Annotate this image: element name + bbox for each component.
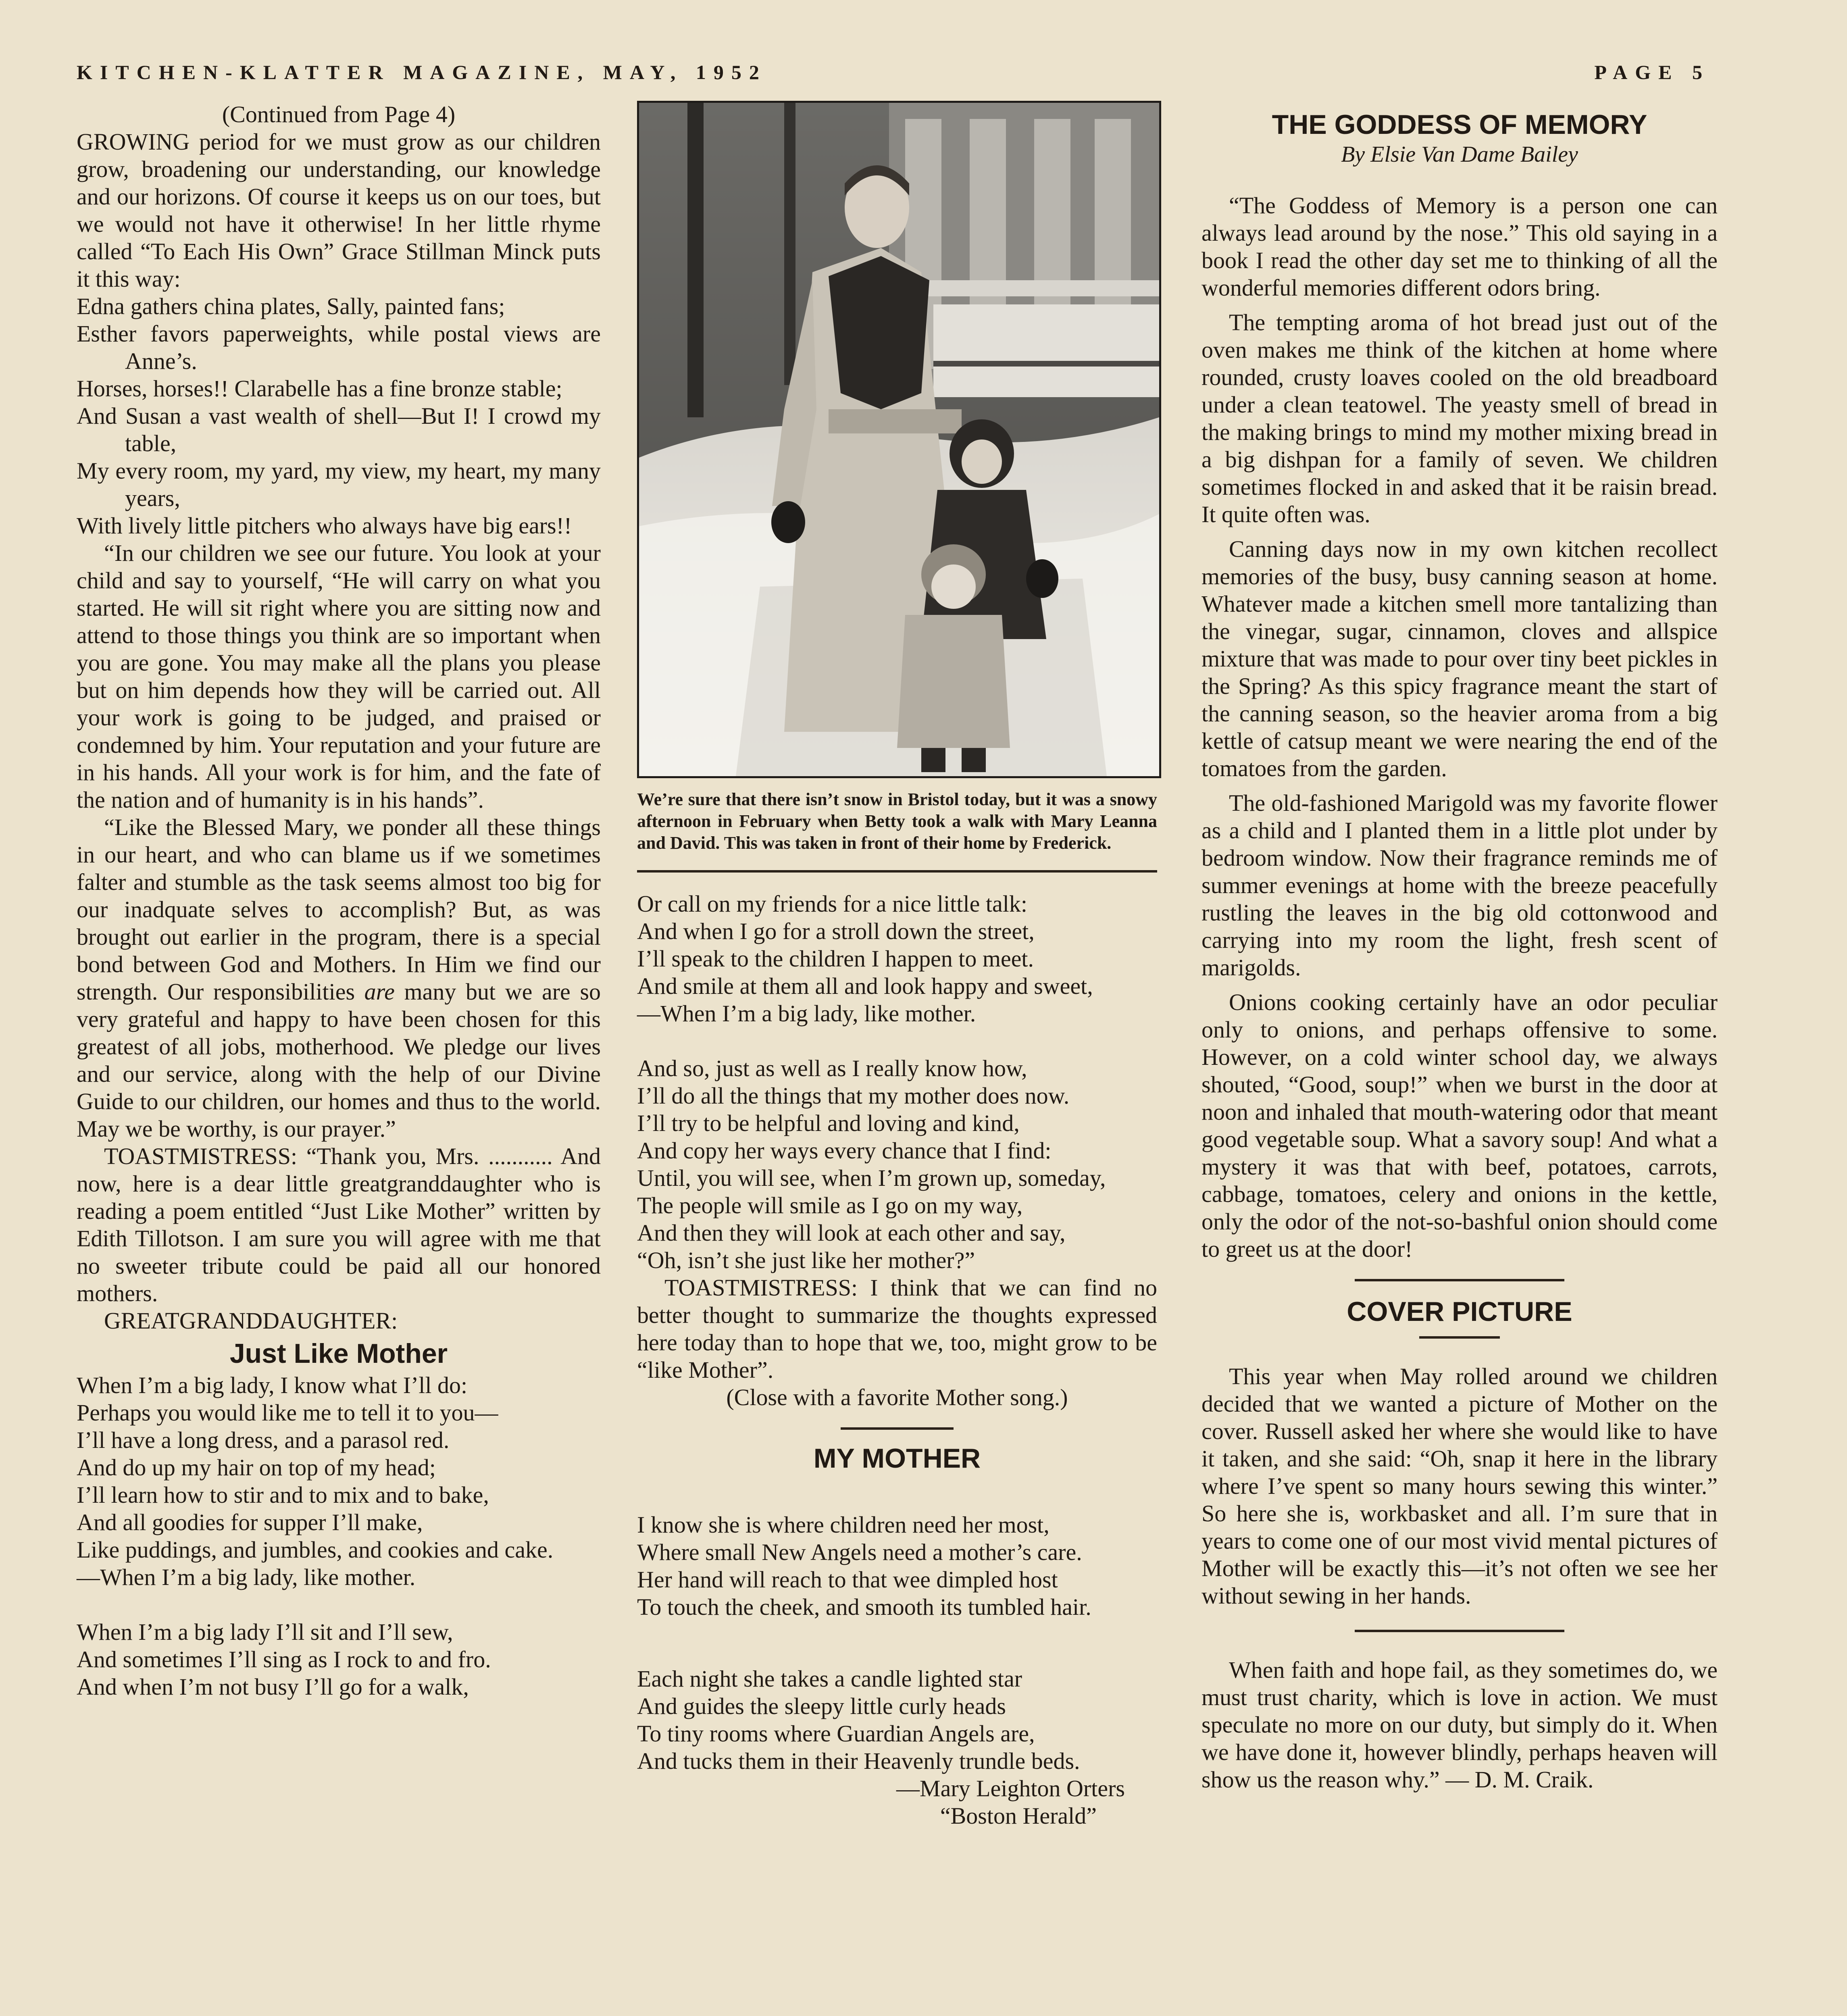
- text-line: Or call on my friends for a nice little talk:: [637, 891, 1027, 917]
- text-line: —When I’m a big lady, like mother.: [77, 1564, 416, 1590]
- text-line: I’ll learn how to stir and to mix and to bake,: [77, 1482, 489, 1508]
- text-line: Esther favors paperweights, while postal views are Anne’s.: [77, 321, 601, 374]
- text-line: When I’m a big lady I’ll sit and I’ll sew,: [77, 1619, 453, 1645]
- text-line: To tiny rooms where Guardian Angels are,: [637, 1720, 1035, 1747]
- text-line: “The Goddess of Memory is a person one can always lead around by the nose.” This old saying in a book I read the other day set me to thinking of all the wonderful memories different odors bring.: [1201, 192, 1718, 301]
- text-line: And so, just as well as I really know how,: [637, 1055, 1027, 1081]
- continued-note: (Continued from Page 4): [222, 101, 456, 127]
- text-line: I’ll do all the things that my mother does now.: [637, 1083, 1070, 1109]
- poem-stanza: [637, 1665, 1157, 1775]
- poem-stanza: [637, 890, 1157, 1027]
- paragraph: GROWING period for we must grow as our children grow, broadening our understanding, our knowledge and our horizons. Of course it keeps us on our toes, but we would not have it otherwise! In her little rhyme called “To Each His Own” Grace Stillman Minck puts it this way:: [77, 129, 601, 292]
- section-title: COVER PICTURE: [1347, 1296, 1572, 1327]
- quote-text: When faith and hope fail, as they sometimes do, we must trust charity, which is love in action. We must speculate no more on our duty, but simply do it. When we have done it, however blindly, perhaps heaven will show us the reason why.” — D. M. Craik.: [1201, 1657, 1718, 1793]
- poem-source: “Boston Herald”: [940, 1803, 1097, 1829]
- text-line: —When I’m a big lady, like mother.: [637, 1000, 976, 1027]
- paragraph: [77, 814, 601, 1143]
- text-line: With lively little pitchers who always have big ears!!: [77, 512, 572, 539]
- magazine-title: KITCHEN-KLATTER MAGAZINE, MAY, 1952: [77, 61, 767, 83]
- text-line: Onions cooking certainly have an odor peculiar only to onions, and perhaps offensive to some. However, on a cold winter school day, we always shouted, “Good, soup!” when we burst in the door at noon and inhaled that mouth-watering odor that meant good vegetable soup. What a savory soup! And what a mystery it was that with beef, potatoes, carrots, cabbage, tomatoes, celery and onions in the kettle, only the odor of the not-so-bashful onion should come to greet us at the door!: [1201, 989, 1718, 1262]
- text-line: And do up my hair on top of my head;: [77, 1454, 436, 1481]
- text-line: When I’m a big lady, I know what I’ll do:: [77, 1372, 468, 1398]
- page-header: [77, 60, 1710, 89]
- text-line: Perhaps you would like me to tell it to you—: [77, 1400, 498, 1426]
- text-line: Horses, horses!! Clarabelle has a fine bronze stable;: [77, 375, 562, 402]
- column-middle: [637, 101, 1157, 1830]
- divider-rule: [637, 870, 1157, 873]
- poem-author: —Mary Leighton Orters: [896, 1775, 1125, 1801]
- text-line: Edna gathers china plates, Sally, painted fans;: [77, 293, 505, 319]
- paragraph-text: “Like the Blessed Mary, we ponder all these things in our heart, and who can blame us if we sometimes falter and stumble as the task seems almost too big for our inadquate selves to accomplish? But, as was brought out earlier in the program, there is a special bond between God and Mothers. In Him we find our strength. Our responsibilities: [77, 814, 601, 1005]
- text-line: And then they will look at each other and say,: [637, 1220, 1066, 1246]
- poem-title: MY MOTHER: [813, 1443, 981, 1474]
- stanza-gap: [637, 1475, 1157, 1511]
- text-line: The old-fashioned Marigold was my favorite flower as a child and I planted them in a little plot under by bedroom window. Now their fragrance reminds me of summer evenings at home with the breeze peacefully rustling the leaves in the big old cottonwood and carrying into my room the light, fresh scent of marigolds.: [1201, 790, 1718, 981]
- divider-rule: [841, 1427, 954, 1430]
- text-line: I know she is where children need her most,: [637, 1512, 1049, 1538]
- article-byline: By Elsie Van Dame Bailey: [1341, 142, 1578, 167]
- text-line: I’ll have a long dress, and a parasol red.: [77, 1427, 450, 1453]
- text-line: Canning days now in my own kitchen recollect memories of the busy, busy canning season at home. Whatever made a kitchen smell more tantalizing than the vinegar, sugar, cinnamon, cloves and allspice mixture that was made to pour over tiny beet pickles in the Spring? As this spicy fragrance meant the start of the canning season, so the heavier aroma from a big kettle of catsup meant we were nearing the end of the tomatoes from the garden.: [1201, 536, 1718, 781]
- poem-stanza: [77, 1618, 601, 1701]
- text-line: My every room, my yard, my view, my heart, my many years,: [77, 458, 601, 511]
- rhyme-verse: [77, 293, 601, 539]
- text-line: “Oh, isn’t she just like her mother?”: [637, 1247, 975, 1273]
- stanza-gap: [637, 1027, 1157, 1055]
- text-line: And tucks them in their Heavenly trundle beds.: [637, 1748, 1080, 1774]
- family-photo: [637, 101, 1161, 778]
- text-line: I’ll try to be helpful and loving and kind,: [637, 1110, 1020, 1136]
- stanza-gap: [77, 1591, 601, 1618]
- text-line: And smile at them all and look happy and sweet,: [637, 973, 1093, 999]
- page-number: PAGE 5: [1594, 61, 1710, 83]
- text-line: And when I’m not busy I’ll go for a walk,: [77, 1674, 469, 1700]
- text-line: Where small New Angels need a mother’s care.: [637, 1539, 1082, 1565]
- article-body: [1201, 192, 1718, 1263]
- text-line: And all goodies for supper I’ll make,: [77, 1509, 423, 1535]
- emphasis-word: are: [364, 979, 395, 1005]
- closing-note: (Close with a favorite Mother song.): [726, 1384, 1068, 1410]
- text-line: To touch the cheek, and smooth its tumbled hair.: [637, 1594, 1091, 1620]
- text-line: And Susan a vast wealth of shell—But I! I crowd my table,: [77, 403, 601, 456]
- text-line: Each night she takes a candle lighted star: [637, 1666, 1022, 1692]
- poem-stanza: [637, 1511, 1157, 1621]
- text-line: The tempting aroma of hot bread just out of the oven makes me think of the kitchen at home where rounded, crusty loaves cooled on the old breadboard under a clean teatowel. The yeasty smell of bread in the making brings to mind my mother mixing bread in a big dishpan for a family of seven. We children sometimes flocked in and asked that it be raisin bread. It quite often was.: [1201, 309, 1718, 527]
- photo-illustration: [639, 103, 1159, 776]
- speaker-label: GREATGRANDDAUGHTER:: [104, 1308, 398, 1334]
- paragraph: “In our children we see our future. You look at your child and say to yourself, “He will carry on what you started. He will sit right where you are sitting now and attend to those things you think are so important when you are gone. You may make all the plans you please but on him depends how they will be carried out. All your work is going to be judged, and praised or condemned by him. Your reputation and your future are in his hands. All your work is for him, and the fate of the nation and of humanity is in his hands”.: [77, 540, 601, 813]
- stanza-gap: [637, 1621, 1157, 1665]
- cover-picture-text: This year when May rolled around we children decided that we wanted a picture of Mother on the cover. Russell asked her where she would like to have it taken, and she said: “Oh, snap it here in the library where I’ve spent so many hours sewing this winter.” So here she is, workbasket and all. I’m sure that in years to come one of our most vivid mental pictures of Mother will be exactly this—it’s not often we see her without sewing in her hands.: [1201, 1363, 1718, 1609]
- photo-caption: We’re sure that there isn’t snow in Bristol today, but it was a snowy afternoon in February when Betty took a walk with Mary Leanna and David. This was taken in front of their home by Frederick.: [637, 789, 1157, 853]
- article-title: THE GODDESS OF MEMORY: [1272, 109, 1647, 140]
- poem-stanza: [77, 1372, 601, 1591]
- text-line: And sometimes I’ll sing as I rock to and fro.: [77, 1646, 491, 1672]
- text-line: Like puddings, and jumbles, and cookies and cake.: [77, 1537, 554, 1563]
- column-right: [1201, 101, 1718, 1793]
- text-line: Until, you will see, when I’m grown up, someday,: [637, 1165, 1106, 1191]
- text-line: And copy her ways every chance that I find:: [637, 1137, 1052, 1164]
- text-line: The people will smile as I go on my way,: [637, 1192, 1023, 1218]
- text-line: Her hand will reach to that wee dimpled host: [637, 1566, 1058, 1593]
- divider-rule: [1355, 1630, 1564, 1632]
- text-line: And guides the sleepy little curly heads: [637, 1693, 1006, 1719]
- paragraph-text: many but we are so very grateful and happy to have been chosen for this greatest of all jobs, motherhood. We pledge our lives and our service, along with the help of our Divine Guide to our children, our homes and thus to the world. May we be worthy, is our prayer.”: [77, 979, 601, 1142]
- closing-remarks: TOASTMISTRESS: I think that we can find no better thought to summarize the thoughts expressed here today than to hope that we, too, might grow to be “like Mother”.: [637, 1275, 1157, 1383]
- text-line: And when I go for a stroll down the street,: [637, 918, 1035, 944]
- paragraph: TOASTMISTRESS: “Thank you, Mrs. ........... And now, here is a dear little greatgranddaughter who is reading a poem entitled “Just Like Mother” written by Edith Tillotson. I am sure you will agree with me that no sweeter tribute could be paid all our honored mothers.: [77, 1143, 601, 1306]
- column-left: [77, 101, 601, 1701]
- poem-stanza: [637, 1055, 1157, 1274]
- poem-title: Just Like Mother: [229, 1338, 448, 1369]
- divider-rule: [1355, 1279, 1564, 1281]
- divider-rule: [1419, 1336, 1500, 1339]
- text-line: I’ll speak to the children I happen to meet.: [637, 946, 1034, 972]
